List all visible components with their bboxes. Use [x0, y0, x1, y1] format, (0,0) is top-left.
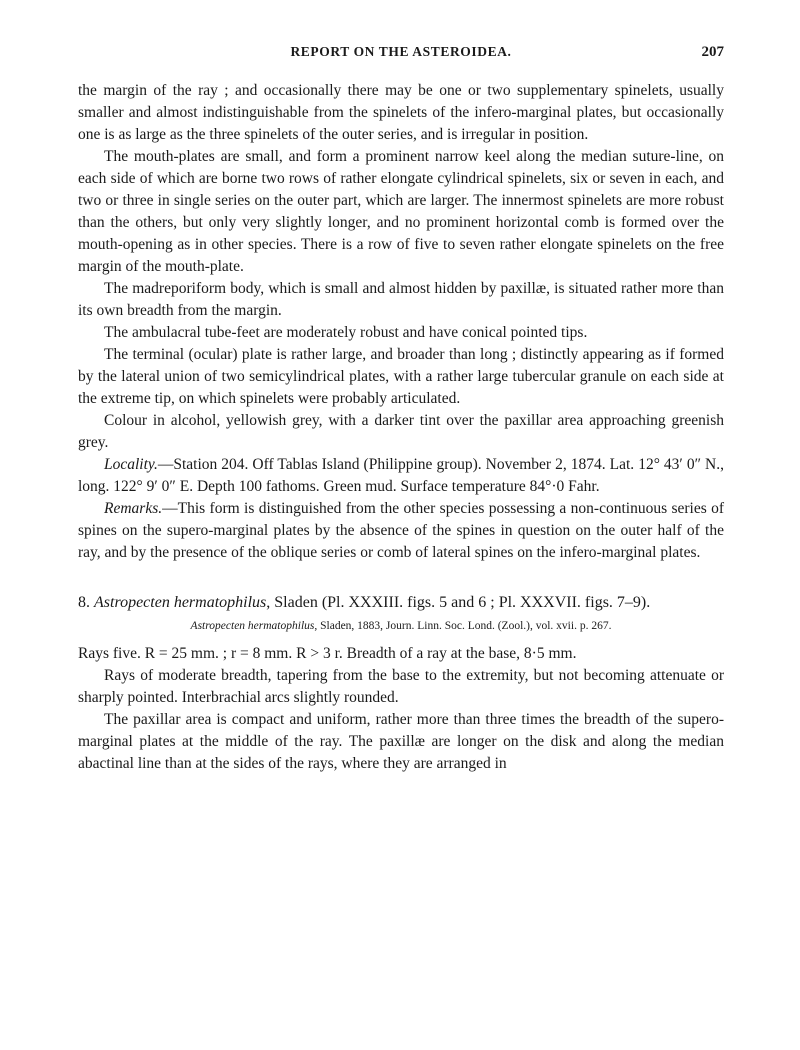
species-number: 8. — [78, 594, 94, 611]
paragraph-rays: Rays of moderate breadth, tapering from the base to the extremity, but not becoming attenuate or sharply pointed. Interbrachial arcs slightly rounded. — [78, 667, 724, 706]
locality-label: Locality. — [104, 456, 158, 473]
species-citation — [78, 617, 724, 635]
species-heading — [78, 592, 724, 614]
page-body — [78, 80, 724, 775]
species-authority: , Sladen (Pl. XXXIII. figs. 5 and 6 ; Pl. XXXVII. figs. 7–9). — [266, 594, 651, 611]
paragraph-paxillar-area: The paxillar area is compact and uniform, rather more than three times the breadth of the supero-marginal plates at the middle of the ray. The paxillæ are longer on the disk and along the median abactinal line than at the sides of the rays, where they are arranged in — [78, 711, 724, 772]
remarks-label: Remarks. — [104, 500, 163, 517]
citation-name: Astropecten hermatophilus — [190, 620, 315, 632]
paragraph-mouth-plates: The mouth-plates are small, and form a prominent narrow keel along the median suture-line, on each side of which are borne two rows of rather elongate cylindrical spinelets, six or seven in each, and two or three in single series on the outer part, which are larger. The innermost spinelets are more robust than the others, but only very slightly longer, and no prominent horizontal comb is formed over the mouth-opening as in other species. There is a row of five to seven rather elongate spinelets on the free margin of the mouth-plate. — [78, 148, 724, 275]
paragraph-colour: Colour in alcohol, yellowish grey, with a darker tint over the paxillar area approaching greenish grey. — [78, 412, 724, 451]
paragraph-terminal-plate: The terminal (ocular) plate is rather large, and broader than long ; distinctly appearing as if formed by the lateral union of two semicylindrical plates, with a rather large tubercular granule on each side at the extreme tip, on which spinelets were probably articulated. — [78, 346, 724, 407]
paragraph-tube-feet: The ambulacral tube-feet are moderately robust and have conical pointed tips. — [104, 324, 588, 341]
paragraph-continued: the margin of the ray ; and occasionally there may be one or two supplementary spinelets, usually smaller and almost indistinguishable from the spinelets of the infero-marginal plates, but occasionally one is as large as the three spinelets of the outer series, and is irregular in position. — [78, 82, 724, 143]
citation-text: , Sladen, 1883, Journ. Linn. Soc. Lond. (Zool.), vol. xvii. p. 267. — [314, 620, 612, 632]
page-number: 207 — [701, 44, 724, 60]
remarks-text: —This form is distinguished from the other species possessing a non-continuous series of spines on the supero-marginal plates by the absence of the spines in question on the outer half of the ray, and by the presence of the oblique series or comb of lateral spines on the infero-marginal plates. — [78, 500, 724, 561]
paragraph-remarks — [78, 498, 724, 564]
paragraph-measurements: Rays five. R = 25 mm. ; r = 8 mm. R > 3 r. Breadth of a ray at the base, 8·5 mm. — [78, 645, 577, 662]
species-name: Astropecten hermatophilus — [94, 594, 267, 611]
paragraph-madreporiform: The madreporiform body, which is small and almost hidden by paxillæ, is situated rather more than its own breadth from the margin. — [78, 280, 724, 319]
running-head: REPORT ON THE ASTEROIDEA. — [290, 44, 512, 59]
page-header — [78, 44, 724, 66]
locality-text: —Station 204. Off Tablas Island (Philippine group). November 2, 1874. Lat. 12° 43′ 0″ N., long. 122° 9′ 0″ E. Depth 100 fathoms. Green mud. Surface temperature 84°·0 Fahr. — [78, 456, 724, 495]
paragraph-locality — [78, 454, 724, 498]
